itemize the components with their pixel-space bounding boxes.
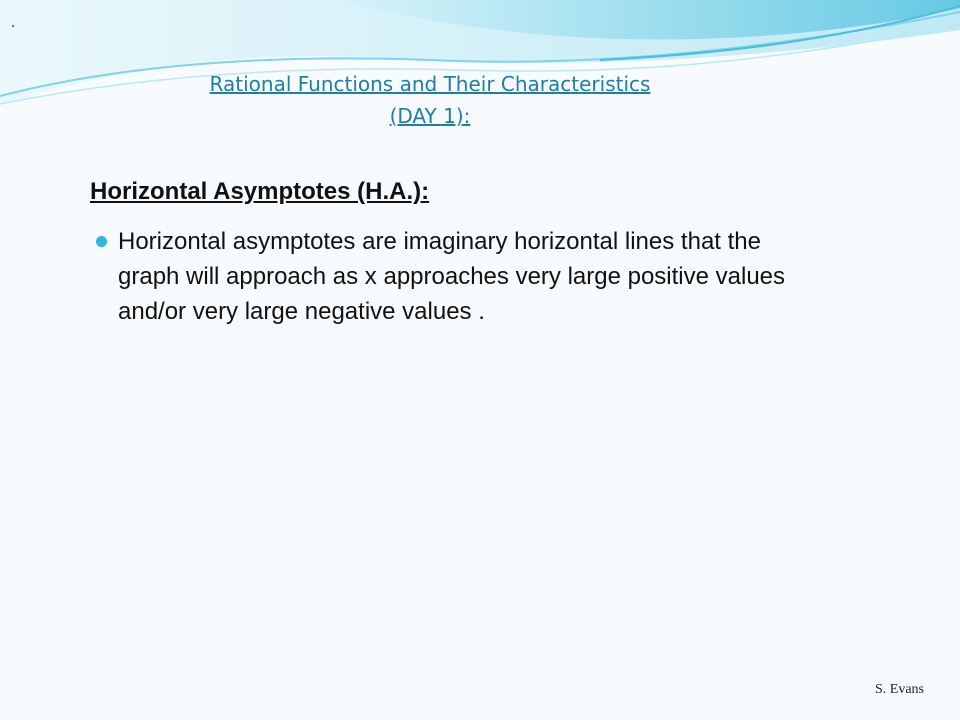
author-footer: S. Evans [875,682,924,697]
slide-title [0,68,860,132]
corner-mark: . [11,14,15,31]
bullet-icon [96,236,107,247]
bullet-item [92,224,792,329]
title-line-1: Rational Functions and Their Characteristics [209,72,651,96]
title-line-2: (DAY 1): [389,104,471,128]
bullet-text: Horizontal asymptotes are imaginary horizontal lines that the graph will approach as x approaches very large positive values and/or very large negative values . [118,228,786,325]
section-heading: Horizontal Asymptotes (H.A.): [90,178,430,205]
